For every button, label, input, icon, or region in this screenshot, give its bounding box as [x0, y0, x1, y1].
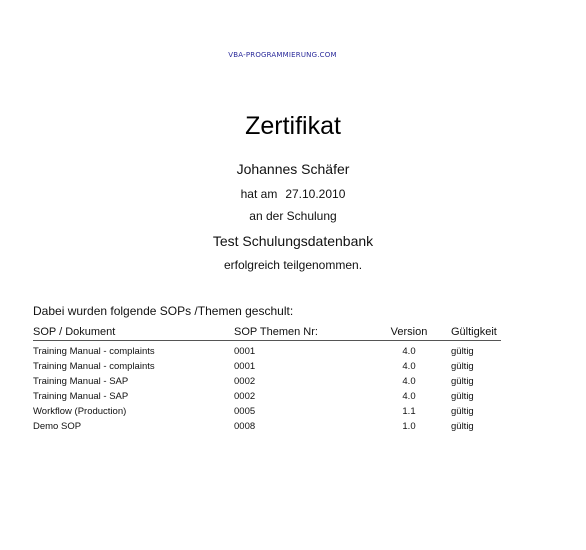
cell-version: 4.0 [402, 391, 416, 402]
sop-intro: Dabei wurden folgende SOPs /Themen geschult: [33, 304, 294, 318]
cell-validity: gültig [451, 391, 474, 402]
cell-document: Training Manual - complaints [33, 346, 155, 357]
cell-document: Workflow (Production) [33, 406, 127, 417]
column-header-version: Version [390, 326, 428, 338]
cell-validity: gültig [451, 361, 474, 372]
table-row [0, 359, 586, 374]
cell-number: 0005 [234, 406, 256, 417]
cell-validity: gültig [451, 421, 474, 432]
date-prefix: hat am [240, 187, 278, 201]
cell-number: 0001 [234, 361, 256, 372]
column-header-validity: Gültigkeit [451, 326, 497, 338]
table-row [0, 404, 586, 419]
attended-text: an der Schulung [249, 209, 337, 223]
cell-number: 0002 [234, 376, 256, 387]
certificate-title: Zertifikat [245, 112, 341, 140]
date-line [0, 186, 586, 202]
cell-document: Training Manual - SAP [33, 391, 129, 402]
cell-version: 4.0 [402, 361, 416, 372]
cell-version: 1.1 [402, 406, 416, 417]
cell-version: 1.0 [402, 421, 416, 432]
sop-table-body [0, 344, 586, 434]
cell-validity: gültig [451, 376, 474, 387]
cell-document: Training Manual - SAP [33, 376, 129, 387]
column-header-number: SOP Themen Nr: [234, 326, 318, 338]
table-row [0, 419, 586, 434]
cell-version: 4.0 [402, 346, 416, 357]
cell-version: 4.0 [402, 376, 416, 387]
cell-validity: gültig [451, 346, 474, 357]
cell-document: Demo SOP [33, 421, 82, 432]
training-name: Test Schulungsdatenbank [212, 233, 374, 249]
cell-number: 0008 [234, 421, 256, 432]
table-row [0, 374, 586, 389]
table-row [0, 344, 586, 359]
cell-validity: gültig [451, 406, 474, 417]
cell-number: 0001 [234, 346, 256, 357]
training-date: 27.10.2010 [285, 187, 346, 201]
column-header-document: SOP / Dokument [33, 326, 116, 338]
participant-name: Johannes Schäfer [236, 161, 350, 177]
success-text: erfolgreich teilgenommen. [223, 258, 363, 272]
brand-header: VBA-PROGRAMMIERUNG.COM [228, 51, 337, 59]
cell-number: 0002 [234, 391, 256, 402]
header-divider [33, 340, 501, 341]
table-row [0, 389, 586, 404]
cell-document: Training Manual - complaints [33, 361, 155, 372]
sop-table-header [0, 324, 586, 340]
